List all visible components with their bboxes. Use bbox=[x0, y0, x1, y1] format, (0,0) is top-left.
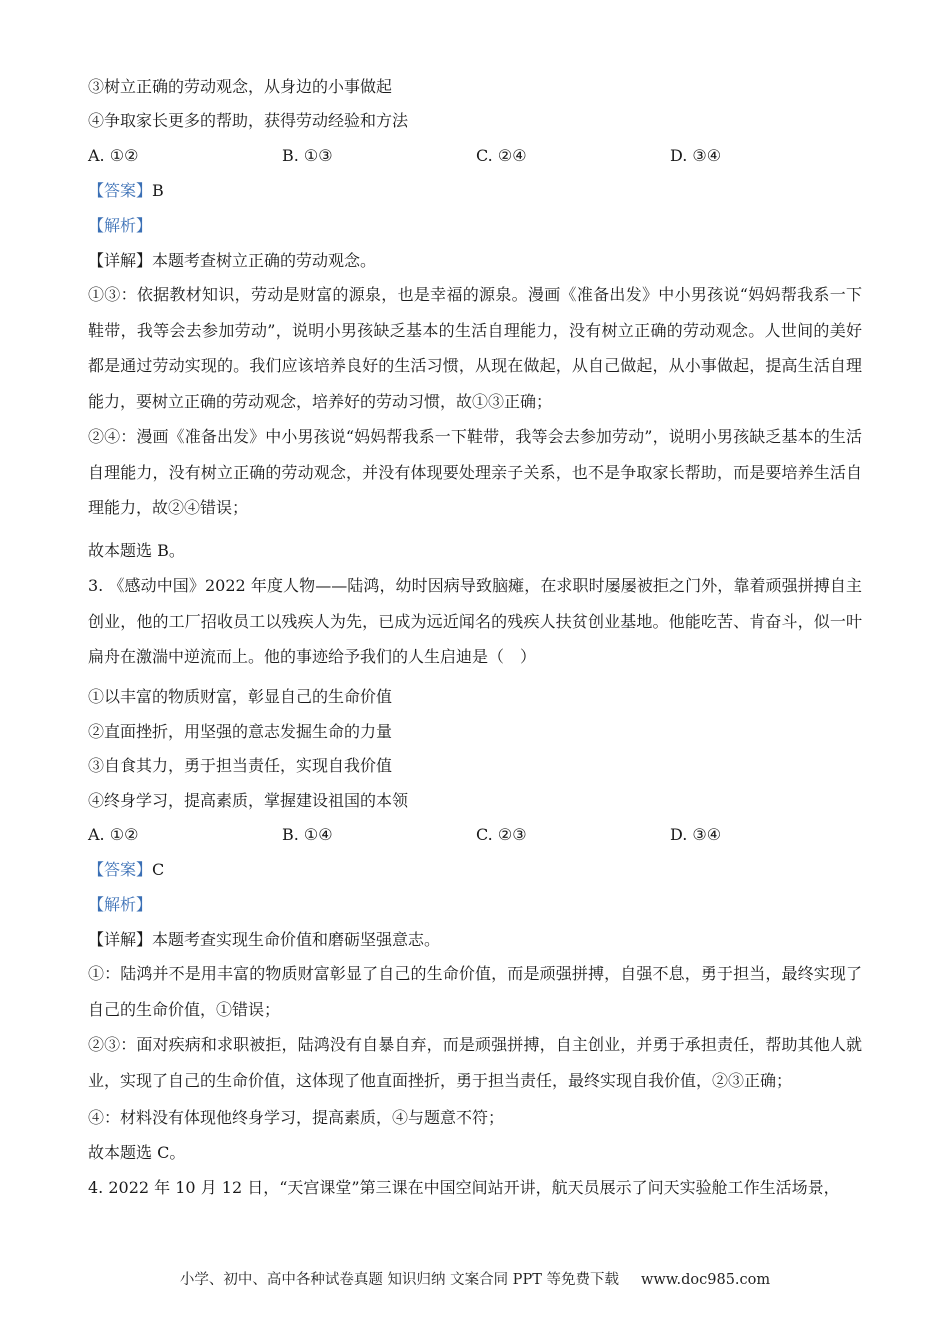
q2-analysis-tag: 【解析】 bbox=[88, 216, 153, 235]
footer-text: 小学、初中、高中各种试卷真题 知识归纳 文案合同 PPT 等免费下载 bbox=[179, 1272, 619, 1288]
answer-tag: 【答案】 bbox=[88, 181, 153, 200]
q2-option-b: B. ①③ bbox=[282, 146, 333, 165]
q3-statement-3: ③自食其力，勇于担当责任，实现自我价值 bbox=[88, 756, 393, 775]
q3-option-c: C. ②③ bbox=[476, 825, 527, 844]
answer-tag: 【答案】 bbox=[88, 860, 153, 879]
q2-option-d: D. ③④ bbox=[670, 146, 722, 165]
q3-detail: 【详解】本题考查实现生命价值和磨砺坚强意志。 bbox=[88, 930, 441, 949]
q3-analysis-tag: 【解析】 bbox=[88, 895, 153, 914]
answer-value: B bbox=[152, 181, 164, 200]
answer-value: C bbox=[152, 860, 165, 879]
q3-statement-2: ②直面挫折，用坚强的意志发掘生命的力量 bbox=[88, 722, 393, 741]
q4-stem: 4. 2022 年 10 月 12 日，“天宫课堂”第三课在中国空间站开讲，航天员展示了问天实验舱工作生活场景， bbox=[88, 1178, 840, 1197]
q3-option-d: D. ③④ bbox=[670, 825, 722, 844]
footer-site-link[interactable]: www.doc985.com bbox=[640, 1272, 771, 1288]
q2-statement-4: ④争取家长更多的帮助，获得劳动经验和方法 bbox=[88, 111, 409, 130]
q3-explanation-2: ②③：面对疾病和求职被拒，陆鸿没有自暴自弃，而是顽强拼搏，自主创业，并勇于承担责任，帮助其他人就业，实现了自己的生命价值，这体现了他直面挫折，勇于担当责任，最终实现自我价值，②③正确； bbox=[88, 1035, 862, 1090]
q3-statement-4: ④终身学习，提高素质，掌握建设祖国的本领 bbox=[88, 791, 409, 810]
q3-option-a: A. ①② bbox=[88, 825, 139, 844]
q3-stem: 3. 《感动中国》2022 年度人物——陆鸿，幼时因病导致脑瘫，在求职时屡屡被拒之门外，靠着顽强拼搏自主创业，他的工厂招收员工以残疾人为先，已成为远近闻名的残疾人扶贫创业基地。他能吃苦、肯奋斗，似一叶扁舟在激湍中逆流而上。他的事迹给予我们的人生启迪是（ ） bbox=[88, 576, 862, 666]
q3-answer bbox=[88, 860, 164, 880]
q2-explanation-1: ①③：依据教材知识，劳动是财富的源泉，也是幸福的源泉。漫画《准备出发》中小男孩说“妈妈帮我系一下鞋带，我等会去参加劳动”，说明小男孩缺乏基本的生活自理能力，没有树立正确的劳动观念。人世间的美好都是通过劳动实现的。我们应该培养良好的生活习惯，从现在做起，从自己做起，从小事做起，提高生活自理能力，要树立正确的劳动观念，培养好的劳动习惯，故①③正确； bbox=[88, 285, 862, 411]
q2-conclusion: 故本题选 B。 bbox=[88, 541, 185, 560]
q3-explanation-3: ④：材料没有体现他终身学习，提高素质，④与题意不符； bbox=[88, 1108, 505, 1127]
q2-statement-3: ③树立正确的劳动观念，从身边的小事做起 bbox=[88, 77, 393, 96]
q3-conclusion: 故本题选 C。 bbox=[88, 1143, 186, 1162]
q3-explanation-1: ①：陆鸿并不是用丰富的物质财富彰显了自己的生命价值，而是顽强拼搏，自强不息，勇于担当，最终实现了自己的生命价值，①错误； bbox=[88, 964, 862, 1019]
q2-detail: 【详解】本题考查树立正确的劳动观念。 bbox=[88, 251, 377, 270]
q2-option-a: A. ①② bbox=[88, 146, 139, 165]
q2-answer bbox=[88, 181, 164, 201]
page-footer bbox=[0, 1270, 950, 1290]
q3-option-b: B. ①④ bbox=[282, 825, 333, 844]
q3-statement-1: ①以丰富的物质财富，彰显自己的生命价值 bbox=[88, 687, 393, 706]
q2-explanation-2: ②④：漫画《准备出发》中小男孩说“妈妈帮我系一下鞋带，我等会去参加劳动”，说明小男孩缺乏基本的生活自理能力，没有树立正确的劳动观念，并没有体现要处理亲子关系，也不是争取家长帮助，而是要培养生活自理能力，故②④错误； bbox=[88, 427, 862, 517]
q2-option-c: C. ②④ bbox=[476, 146, 527, 165]
